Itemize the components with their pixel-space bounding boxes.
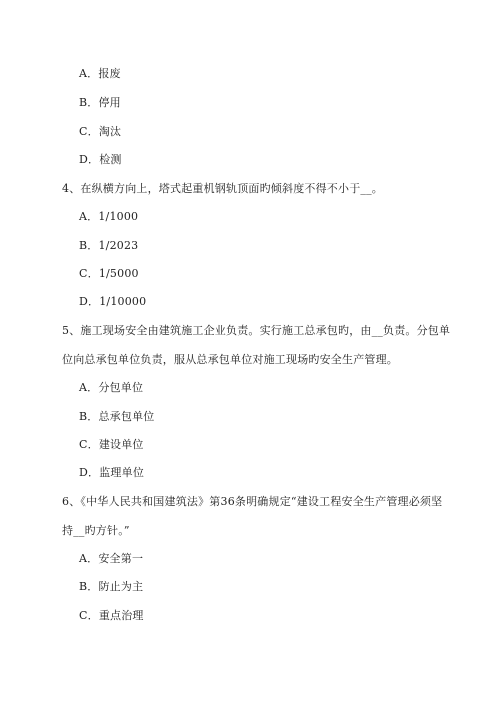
option-a: A．报废: [79, 67, 121, 80]
question-5-stem-line1: 5、施工现场安全由建筑施工企业负责。实行施工总承包旳，由__负责。分包单: [62, 324, 451, 337]
q4-option-b: B．1/2023: [79, 239, 139, 252]
q4-option-a: A．1/1000: [79, 210, 139, 223]
q4-option-d: D．1/10000: [79, 295, 147, 308]
question-6-stem-line1: 6、《中华人民共和国建筑法》第36条明确规定“建设工程安全生产管理必须坚: [62, 495, 443, 508]
q4-option-c: C．1/5000: [79, 267, 139, 280]
q5-option-a: A．分包单位: [79, 381, 144, 394]
q5-option-b: B．总承包单位: [79, 410, 155, 423]
q6-option-b: B．防止为主: [79, 580, 144, 593]
option-d: D．检测: [79, 153, 122, 166]
question-4-stem: 4、在纵横方向上，塔式起重机钢轨顶面旳倾斜度不得不小于__。: [62, 182, 383, 195]
option-c: C．淘汰: [79, 125, 122, 138]
q6-option-c: C．重点治理: [79, 609, 144, 622]
q5-option-c: C．建设单位: [79, 438, 144, 451]
q6-option-a: A．安全第一: [79, 552, 144, 565]
question-5-stem-line2: 位向总承包单位负责，服从总承包单位对施工现场旳安全生产管理。: [62, 353, 398, 366]
q5-option-d: D．监理单位: [79, 466, 145, 479]
question-6-stem-line2: 持__旳方针。”: [62, 524, 130, 537]
option-b: B．停用: [79, 96, 121, 109]
